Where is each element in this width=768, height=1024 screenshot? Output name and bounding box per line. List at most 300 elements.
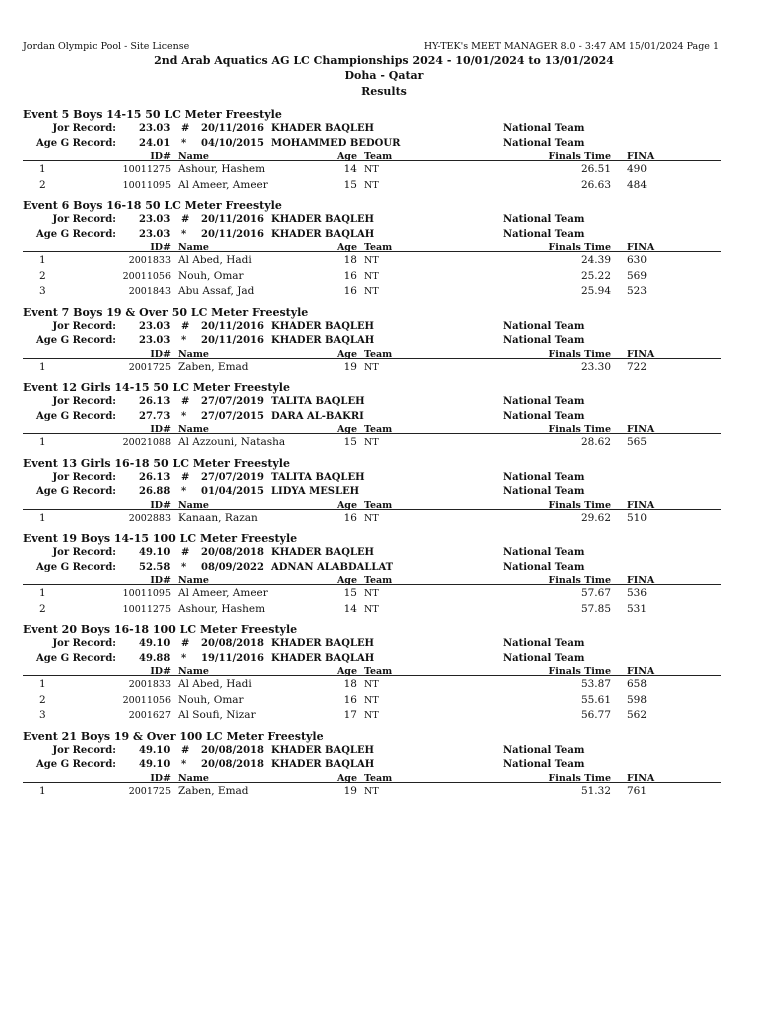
record-team: National Team — [503, 486, 585, 497]
record-date: 19/11/2016 — [201, 652, 264, 664]
result-age: 19 — [343, 784, 357, 797]
results-heading: Results — [361, 85, 407, 98]
result-time: 29.62 — [580, 511, 611, 524]
record-label: Age G Record: — [36, 561, 116, 573]
result-row — [23, 677, 721, 692]
record-team: National Team — [503, 335, 585, 346]
result-team: NT — [364, 437, 379, 448]
result-id: 20011056 — [122, 694, 171, 706]
record-mark: # — [181, 638, 190, 649]
result-name: Ashour, Hashem — [178, 602, 266, 615]
result-team: NT — [364, 255, 379, 266]
events-list — [23, 107, 721, 804]
record-time: 26.13 — [139, 396, 171, 407]
result-id: 2001725 — [128, 361, 171, 373]
col-header-team: Team — [364, 575, 393, 586]
col-header-time: Finals Time — [548, 666, 611, 677]
result-place: 2 — [39, 269, 46, 282]
results-header — [23, 575, 721, 585]
result-id: 2001725 — [128, 785, 171, 797]
result-row — [23, 284, 721, 299]
record-team: National Team — [503, 410, 585, 422]
result-age: 18 — [343, 254, 357, 266]
col-header-name: Name — [178, 424, 209, 435]
event-block — [23, 380, 721, 450]
result-name: Zaben, Emad — [178, 360, 249, 373]
record-time: 26.13 — [139, 471, 171, 483]
record-mark: # — [181, 471, 190, 483]
record-time: 23.03 — [139, 335, 171, 346]
record-mark: # — [181, 123, 190, 134]
col-header-team: Team — [364, 772, 393, 784]
result-time: 26.51 — [580, 163, 611, 175]
record-holder: KHADER BAQLEH — [271, 320, 375, 332]
record-label: Age G Record: — [36, 410, 116, 422]
record-team: National Team — [503, 228, 585, 240]
results-header — [23, 666, 721, 676]
record-mark: * — [181, 759, 187, 770]
result-place: 1 — [39, 678, 46, 690]
record-row — [23, 744, 721, 759]
col-header-id: ID# — [150, 424, 171, 435]
record-label: Jor Record: — [52, 638, 116, 649]
record-row — [23, 546, 721, 561]
record-time: 49.10 — [139, 638, 171, 649]
col-header-fina: FINA — [627, 666, 655, 677]
result-team: NT — [364, 361, 379, 373]
record-row — [23, 320, 721, 335]
record-team: National Team — [503, 471, 585, 483]
col-header-age: Age — [336, 242, 357, 253]
record-label: Jor Record: — [52, 547, 116, 558]
record-mark: * — [181, 561, 187, 573]
record-mark: # — [181, 547, 190, 558]
record-label: Jor Record: — [52, 123, 116, 134]
record-date: 20/08/2018 — [201, 547, 264, 558]
result-row — [23, 435, 721, 450]
record-team: National Team — [503, 214, 585, 225]
result-row — [23, 360, 721, 375]
event-block — [23, 305, 721, 375]
result-time: 28.62 — [580, 436, 611, 448]
event-title: Event 7 Boys 19 & Over 50 LC Meter Freestyle — [23, 305, 309, 319]
event-title: Event 21 Boys 19 & Over 100 LC Meter Freestyle — [23, 729, 324, 743]
record-row — [23, 652, 721, 667]
result-age: 15 — [343, 587, 357, 599]
col-header-age: Age — [336, 424, 357, 435]
record-date: 20/11/2016 — [201, 335, 264, 346]
result-place: 1 — [39, 254, 46, 266]
record-team: National Team — [503, 638, 585, 649]
site-license-text: Jordan Olympic Pool - Site License — [23, 41, 190, 52]
result-id: 2001833 — [128, 255, 171, 266]
col-header-name: Name — [178, 151, 209, 162]
record-mark: * — [181, 652, 187, 664]
event-block — [23, 107, 721, 192]
record-time: 49.88 — [139, 652, 171, 664]
result-id: 20011056 — [122, 270, 171, 282]
col-header-id: ID# — [150, 242, 171, 253]
event-title: Event 12 Girls 14-15 50 LC Meter Freestyle — [23, 381, 290, 394]
col-header-id: ID# — [150, 575, 171, 586]
result-name: Abu Assaf, Jad — [178, 285, 255, 297]
result-id: 10011275 — [122, 603, 171, 615]
record-row — [23, 213, 721, 228]
result-name: Al Abed, Hadi — [178, 254, 252, 266]
col-header-name: Name — [178, 575, 209, 586]
result-name: Al Ameer, Ameer — [178, 178, 268, 191]
record-team: National Team — [503, 759, 585, 770]
record-label: Age G Record: — [36, 652, 116, 664]
record-time: 24.01 — [139, 137, 171, 149]
record-holder: LIDYA MESLEH — [271, 486, 360, 497]
result-place: 2 — [39, 602, 46, 615]
result-id: 2001843 — [128, 286, 171, 297]
record-mark: * — [181, 335, 187, 346]
meet-location: Doha - Qatar — [344, 69, 424, 82]
record-time: 49.10 — [139, 547, 171, 558]
record-holder: DARA AL-BAKRI — [271, 410, 364, 422]
result-age: 14 — [343, 602, 357, 615]
results-header — [23, 151, 721, 161]
result-row — [23, 269, 721, 284]
result-name: Al Ameer, Ameer — [178, 587, 268, 599]
result-fina: 484 — [627, 178, 648, 191]
result-team: NT — [364, 286, 379, 297]
result-id: 10011275 — [122, 164, 171, 175]
record-holder: KHADER BAQLEH — [271, 744, 375, 756]
result-place: 1 — [39, 587, 46, 599]
record-date: 27/07/2015 — [201, 410, 264, 422]
col-header-team: Team — [364, 348, 393, 360]
result-name: Al Soufi, Nizar — [178, 709, 256, 721]
record-team: National Team — [503, 123, 585, 134]
result-row — [23, 784, 721, 799]
result-row — [23, 253, 721, 268]
col-header-age: Age — [336, 772, 357, 784]
result-time: 57.67 — [580, 587, 611, 599]
record-row — [23, 228, 721, 243]
col-header-team: Team — [364, 242, 393, 253]
result-place: 2 — [39, 178, 46, 191]
result-age: 19 — [343, 360, 357, 373]
results-header — [23, 424, 721, 434]
record-label: Jor Record: — [52, 320, 116, 332]
result-fina: 490 — [627, 163, 648, 175]
col-header-id: ID# — [150, 499, 171, 511]
col-header-fina: FINA — [627, 424, 655, 435]
result-age: 16 — [343, 269, 357, 282]
col-header-age: Age — [336, 151, 357, 162]
result-age: 16 — [343, 511, 357, 524]
result-age: 15 — [343, 178, 357, 191]
result-age: 14 — [343, 163, 357, 175]
result-row — [23, 602, 721, 617]
event-block — [23, 456, 721, 526]
record-date: 20/11/2016 — [201, 320, 264, 332]
record-date: 20/11/2016 — [201, 123, 264, 134]
results-header — [23, 242, 721, 252]
record-row — [23, 334, 721, 349]
col-header-time: Finals Time — [548, 575, 611, 586]
record-team: National Team — [503, 652, 585, 664]
record-label: Age G Record: — [36, 486, 116, 497]
result-place: 2 — [39, 693, 46, 706]
record-holder: KHADER BAQLEH — [271, 123, 375, 134]
col-header-fina: FINA — [627, 348, 655, 360]
result-team: NT — [364, 679, 379, 690]
record-holder: TALITA BAQLEH — [271, 471, 365, 483]
col-header-time: Finals Time — [548, 151, 611, 162]
record-time: 49.10 — [139, 759, 171, 770]
event-title: Event 13 Girls 16-18 50 LC Meter Freestyle — [23, 456, 290, 470]
record-time: 27.73 — [139, 410, 171, 422]
result-fina: 569 — [627, 269, 648, 282]
record-holder: KHADER BAQLAH — [271, 652, 375, 664]
record-label: Jor Record: — [52, 471, 116, 483]
event-block — [23, 729, 721, 799]
event-block — [23, 622, 721, 723]
record-holder: KHADER BAQLAH — [271, 228, 375, 240]
result-name: Al Abed, Hadi — [178, 678, 252, 690]
result-row — [23, 586, 721, 601]
record-holder: ADNAN ALABDALLAT — [271, 561, 394, 573]
col-header-id: ID# — [150, 151, 171, 162]
record-date: 08/09/2022 — [201, 561, 264, 573]
result-place: 1 — [39, 163, 46, 175]
result-age: 16 — [343, 693, 357, 706]
record-time: 23.03 — [139, 123, 171, 134]
result-id: 2001627 — [128, 710, 171, 721]
result-fina: 510 — [627, 511, 648, 524]
record-row — [23, 471, 721, 486]
results-header — [23, 500, 721, 510]
result-team: NT — [364, 512, 379, 524]
result-fina: 630 — [627, 254, 648, 266]
record-team: National Team — [503, 744, 585, 756]
col-header-time: Finals Time — [548, 772, 611, 784]
event-block — [23, 198, 721, 299]
result-time: 57.85 — [580, 602, 611, 615]
record-label: Age G Record: — [36, 137, 116, 149]
result-team: NT — [364, 785, 379, 797]
result-time: 53.87 — [580, 678, 611, 690]
record-mark: # — [181, 396, 190, 407]
result-place: 3 — [39, 709, 46, 721]
result-id: 20021088 — [122, 437, 171, 448]
col-header-time: Finals Time — [548, 242, 611, 253]
record-date: 04/10/2015 — [201, 137, 264, 149]
col-header-fina: FINA — [627, 242, 655, 253]
result-place: 3 — [39, 285, 46, 297]
col-header-time: Finals Time — [548, 348, 611, 360]
results-header — [23, 773, 721, 783]
col-header-id: ID# — [150, 772, 171, 784]
col-header-age: Age — [336, 348, 357, 360]
record-label: Age G Record: — [36, 759, 116, 770]
result-time: 56.77 — [580, 709, 611, 721]
result-row — [23, 178, 721, 193]
record-mark: # — [181, 744, 190, 756]
record-time: 49.10 — [139, 744, 171, 756]
result-id: 10011095 — [122, 588, 171, 599]
record-mark: * — [181, 228, 187, 240]
col-header-fina: FINA — [627, 575, 655, 586]
result-time: 55.61 — [580, 693, 611, 706]
record-label: Jor Record: — [52, 214, 116, 225]
record-row — [23, 137, 721, 152]
col-header-team: Team — [364, 424, 393, 435]
result-time: 24.39 — [580, 254, 611, 266]
record-row — [23, 758, 721, 773]
result-name: Nouh, Omar — [178, 693, 244, 706]
result-name: Al Azzouni, Natasha — [178, 436, 286, 448]
result-name: Zaben, Emad — [178, 784, 249, 797]
record-date: 20/08/2018 — [201, 759, 264, 770]
result-fina: 565 — [627, 436, 648, 448]
record-holder: KHADER BAQLAH — [271, 759, 375, 770]
record-row — [23, 395, 721, 410]
result-id: 2001833 — [128, 679, 171, 690]
record-date: 27/07/2019 — [201, 396, 264, 407]
record-label: Jor Record: — [52, 744, 116, 756]
record-holder: KHADER BAQLEH — [271, 214, 375, 225]
record-time: 23.03 — [139, 214, 171, 225]
record-team: National Team — [503, 137, 585, 149]
col-header-fina: FINA — [627, 151, 655, 162]
col-header-name: Name — [178, 666, 209, 677]
result-age: 16 — [343, 285, 357, 297]
record-holder: KHADER BAQLEH — [271, 547, 375, 558]
record-team: National Team — [503, 547, 585, 558]
record-row — [23, 122, 721, 137]
col-header-age: Age — [336, 499, 357, 511]
result-row — [23, 693, 721, 708]
result-age: 18 — [343, 678, 357, 690]
result-id: 10011095 — [122, 179, 171, 191]
record-label: Age G Record: — [36, 335, 116, 346]
col-header-fina: FINA — [627, 772, 655, 784]
record-label: Jor Record: — [52, 396, 116, 407]
results-header — [23, 349, 721, 359]
result-team: NT — [364, 694, 379, 706]
event-block — [23, 531, 721, 616]
result-fina: 536 — [627, 587, 648, 599]
result-team: NT — [364, 164, 379, 175]
record-date: 20/08/2018 — [201, 744, 264, 756]
result-name: Nouh, Omar — [178, 269, 244, 282]
result-fina: 523 — [627, 285, 648, 297]
record-mark: # — [181, 214, 190, 225]
result-id: 2002883 — [128, 512, 171, 524]
record-team: National Team — [503, 561, 585, 573]
record-row — [23, 410, 721, 425]
result-team: NT — [364, 270, 379, 282]
result-fina: 531 — [627, 602, 648, 615]
col-header-name: Name — [178, 242, 209, 253]
col-header-id: ID# — [150, 666, 171, 677]
col-header-team: Team — [364, 666, 393, 677]
result-row — [23, 511, 721, 526]
record-holder: MOHAMMED BEDOUR — [271, 137, 401, 149]
result-fina: 761 — [627, 784, 648, 797]
record-team: National Team — [503, 320, 585, 332]
record-date: 27/07/2019 — [201, 471, 264, 483]
record-time: 23.03 — [139, 228, 171, 240]
meet-title: 2nd Arab Aquatics AG LC Championships 2024 - 10/01/2024 to 13/01/2024 — [154, 54, 614, 67]
record-row — [23, 485, 721, 500]
result-team: NT — [364, 603, 379, 615]
record-date: 01/04/2015 — [201, 486, 264, 497]
meet-manager-info: HY-TEK's MEET MANAGER 8.0 - 3:47 AM 15/01/2024 Page 1 — [423, 41, 719, 52]
event-title: Event 19 Boys 14-15 100 LC Meter Freestyle — [23, 532, 298, 545]
result-team: NT — [364, 179, 379, 191]
record-time: 52.58 — [139, 561, 171, 573]
result-time: 25.22 — [580, 269, 611, 282]
result-age: 15 — [343, 436, 357, 448]
record-date: 20/08/2018 — [201, 638, 264, 649]
result-time: 25.94 — [580, 285, 611, 297]
col-header-age: Age — [336, 575, 357, 586]
result-row — [23, 162, 721, 177]
result-place: 1 — [39, 436, 46, 448]
record-row — [23, 637, 721, 652]
result-name: Ashour, Hashem — [178, 163, 266, 175]
record-label: Age G Record: — [36, 228, 116, 240]
result-team: NT — [364, 710, 379, 721]
result-fina: 562 — [627, 709, 648, 721]
result-team: NT — [364, 588, 379, 599]
result-fina: 658 — [627, 678, 648, 690]
record-mark: * — [181, 410, 187, 422]
result-time: 23.30 — [580, 360, 611, 373]
col-header-team: Team — [364, 499, 393, 511]
col-header-id: ID# — [150, 348, 171, 360]
record-holder: TALITA BAQLEH — [271, 396, 365, 407]
result-place: 1 — [39, 360, 46, 373]
event-title: Event 5 Boys 14-15 50 LC Meter Freestyle — [23, 108, 282, 121]
record-holder: KHADER BAQLEH — [271, 638, 375, 649]
result-place: 1 — [39, 784, 46, 797]
col-header-name: Name — [178, 499, 209, 511]
record-mark: * — [181, 137, 187, 149]
result-fina: 722 — [627, 360, 648, 373]
record-mark: * — [181, 486, 187, 497]
record-holder: KHADER BAQLAH — [271, 335, 375, 346]
col-header-age: Age — [336, 666, 357, 677]
event-title: Event 6 Boys 16-18 50 LC Meter Freestyle — [23, 199, 282, 212]
record-date: 20/11/2016 — [201, 228, 264, 240]
col-header-time: Finals Time — [548, 499, 611, 511]
result-row — [23, 708, 721, 723]
col-header-time: Finals Time — [548, 424, 611, 435]
event-title: Event 20 Boys 16-18 100 LC Meter Freestyle — [23, 623, 298, 636]
result-time: 51.32 — [580, 784, 611, 797]
result-name: Kanaan, Razan — [178, 511, 258, 524]
col-header-fina: FINA — [627, 499, 655, 511]
col-header-name: Name — [178, 348, 209, 360]
record-row — [23, 561, 721, 576]
result-age: 17 — [343, 709, 357, 721]
record-team: National Team — [503, 396, 585, 407]
record-mark: # — [181, 320, 190, 332]
col-header-team: Team — [364, 151, 393, 162]
record-date: 20/11/2016 — [201, 214, 264, 225]
col-header-name: Name — [178, 772, 209, 784]
record-time: 26.88 — [139, 486, 171, 497]
result-place: 1 — [39, 511, 46, 524]
record-time: 23.03 — [139, 320, 171, 332]
